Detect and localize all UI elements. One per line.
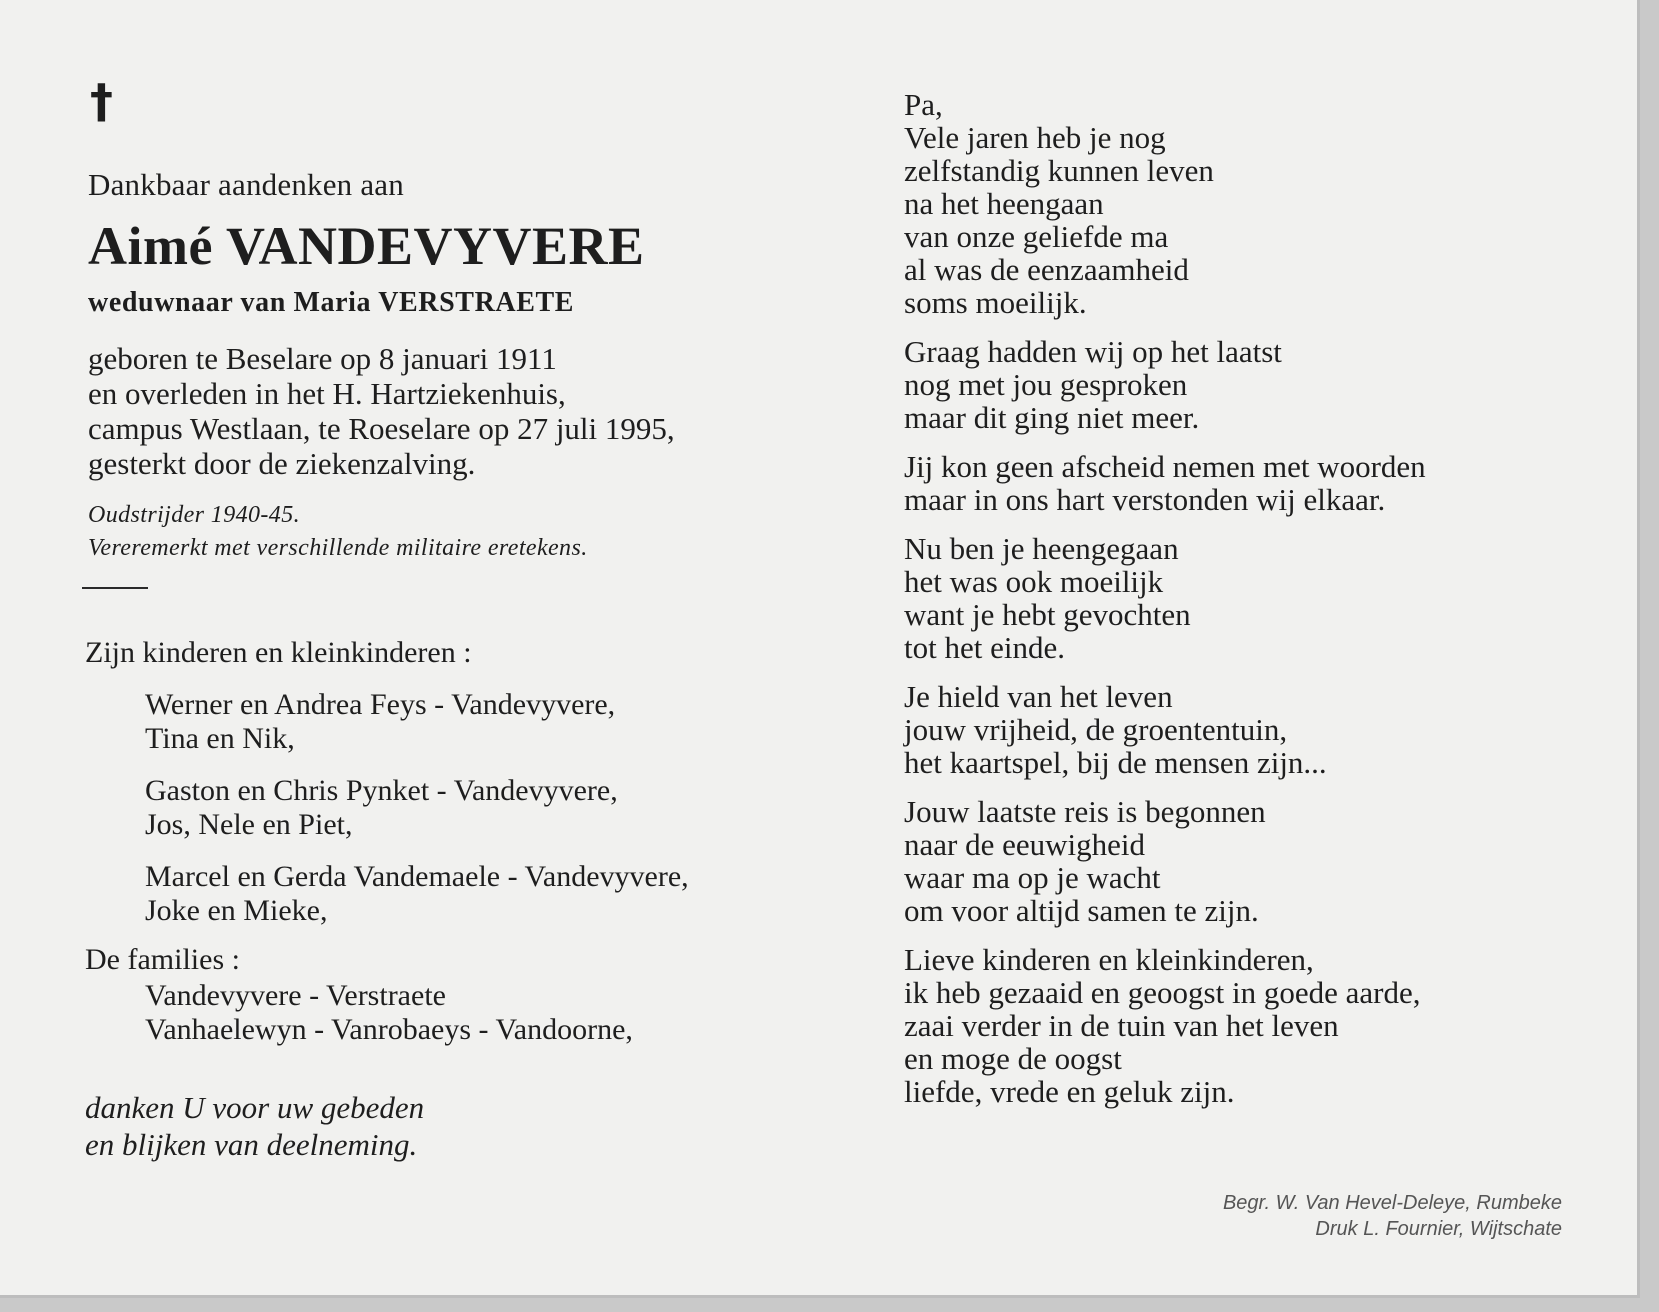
verse-line: Pa, [904, 87, 943, 122]
verse-line: Jouw laatste reis is begonnen [904, 794, 1266, 829]
note-line: Oudstrijder 1940-45. [88, 501, 300, 528]
verse-line: het was ook moeilijk [904, 564, 1164, 599]
deceased-name: Aimé VANDEVYVERE [88, 216, 645, 277]
cross-icon: † [90, 74, 113, 128]
verse-line: het kaartspel, bij de mensen zijn... [904, 745, 1327, 780]
verse-line: soms moeilijk. [904, 285, 1087, 320]
printer-credits [1223, 1190, 1562, 1242]
verse-line: zaai verder in de tuin van het leven [904, 1008, 1339, 1043]
credit-line: Begr. W. Van Hevel-Deleye, Rumbeke [1222, 1192, 1562, 1214]
verse-line: waar ma op je wacht [904, 860, 1161, 895]
poem-stanza [904, 450, 1594, 516]
widower-line: weduwnaar van Maria VERSTRAETE [88, 286, 575, 318]
family-line: Werner en Andrea Feys - Vandevyvere, [145, 687, 616, 721]
verse-line: Vele jaren heb je nog [904, 120, 1166, 155]
child-family [145, 774, 788, 842]
verse-line: Lieve kinderen en kleinkinderen, [904, 942, 1314, 977]
verse-line: jouw vrijheid, de groententuin, [904, 712, 1288, 747]
verse-line: om voor altijd samen te zijn. [904, 893, 1259, 928]
verse-line: na het heengaan [904, 186, 1104, 221]
family-line: Vandevyvere - Verstraete [145, 978, 446, 1012]
poem [904, 88, 1594, 1124]
family-line: Vanhaelewyn - Vanrobaeys - Vandoorne, [145, 1012, 633, 1046]
thanks-text [85, 1089, 788, 1163]
children-title: Zijn kinderen en kleinkinderen : [85, 635, 472, 669]
verse-line: want je hebt gevochten [904, 597, 1191, 632]
poem-stanza [904, 795, 1594, 927]
child-family [145, 688, 788, 756]
family-line: Joke en Mieke, [145, 893, 328, 927]
verse-line: al was de eenzaamheid [904, 252, 1189, 287]
bio-line: gesterkt door de ziekenzalving. [88, 445, 476, 481]
veteran-notes [88, 499, 788, 565]
family-line: Jos, Nele en Piet, [145, 807, 353, 841]
verse-line: naar de eeuwigheid [904, 827, 1145, 862]
family-line: Marcel en Gerda Vandemaele - Vandevyvere, [145, 859, 689, 893]
families-list [145, 979, 788, 1047]
verse-line: Je hield van het leven [904, 679, 1173, 714]
verse-line: maar in ons hart verstonden wij elkaar. [904, 482, 1386, 517]
verse-line: ik heb gezaaid en geoogst in goede aarde, [904, 975, 1421, 1010]
left-column [85, 74, 788, 1163]
verse-line: liefde, vrede en geluk zijn. [904, 1074, 1235, 1109]
verse-line: Jij kon geen afscheid nemen met woorden [904, 449, 1426, 484]
families-title: De families : [85, 942, 240, 976]
intro-text: Dankbaar aandenken aan [88, 167, 404, 202]
poem-stanza [904, 532, 1594, 664]
verse-line: tot het einde. [904, 630, 1065, 665]
poem-stanza [904, 680, 1594, 779]
poem-stanza [904, 88, 1594, 319]
child-family [145, 860, 788, 928]
biography [88, 341, 788, 481]
bio-line: en overleden in het H. Hartziekenhuis, [88, 375, 566, 411]
thanks-line: en blijken van deelneming. [85, 1126, 418, 1162]
bio-line: campus Westlaan, te Roeselare op 27 juli 1995, [88, 410, 675, 446]
note-line: Vereremerkt met verschillende militaire eretekens. [88, 534, 588, 561]
verse-line: Nu ben je heengegaan [904, 531, 1179, 566]
verse-line: zelfstandig kunnen leven [904, 153, 1214, 188]
family-line: Gaston en Chris Pynket - Vandevyvere, [145, 773, 618, 807]
divider [82, 587, 148, 589]
verse-line: Graag hadden wij op het laatst [904, 334, 1282, 369]
family-line: Tina en Nik, [145, 721, 295, 755]
verse-line: van onze geliefde ma [904, 219, 1169, 254]
credit-line: Druk L. Fournier, Wijtschate [1315, 1218, 1562, 1240]
poem-stanza [904, 943, 1594, 1108]
poem-stanza [904, 335, 1594, 434]
verse-line: nog met jou gesproken [904, 367, 1188, 402]
verse-line: en moge de oogst [904, 1041, 1122, 1076]
verse-line: maar dit ging niet meer. [904, 400, 1200, 435]
bio-line: geboren te Beselare op 8 januari 1911 [88, 340, 557, 376]
thanks-line: danken U voor uw gebeden [85, 1089, 425, 1125]
